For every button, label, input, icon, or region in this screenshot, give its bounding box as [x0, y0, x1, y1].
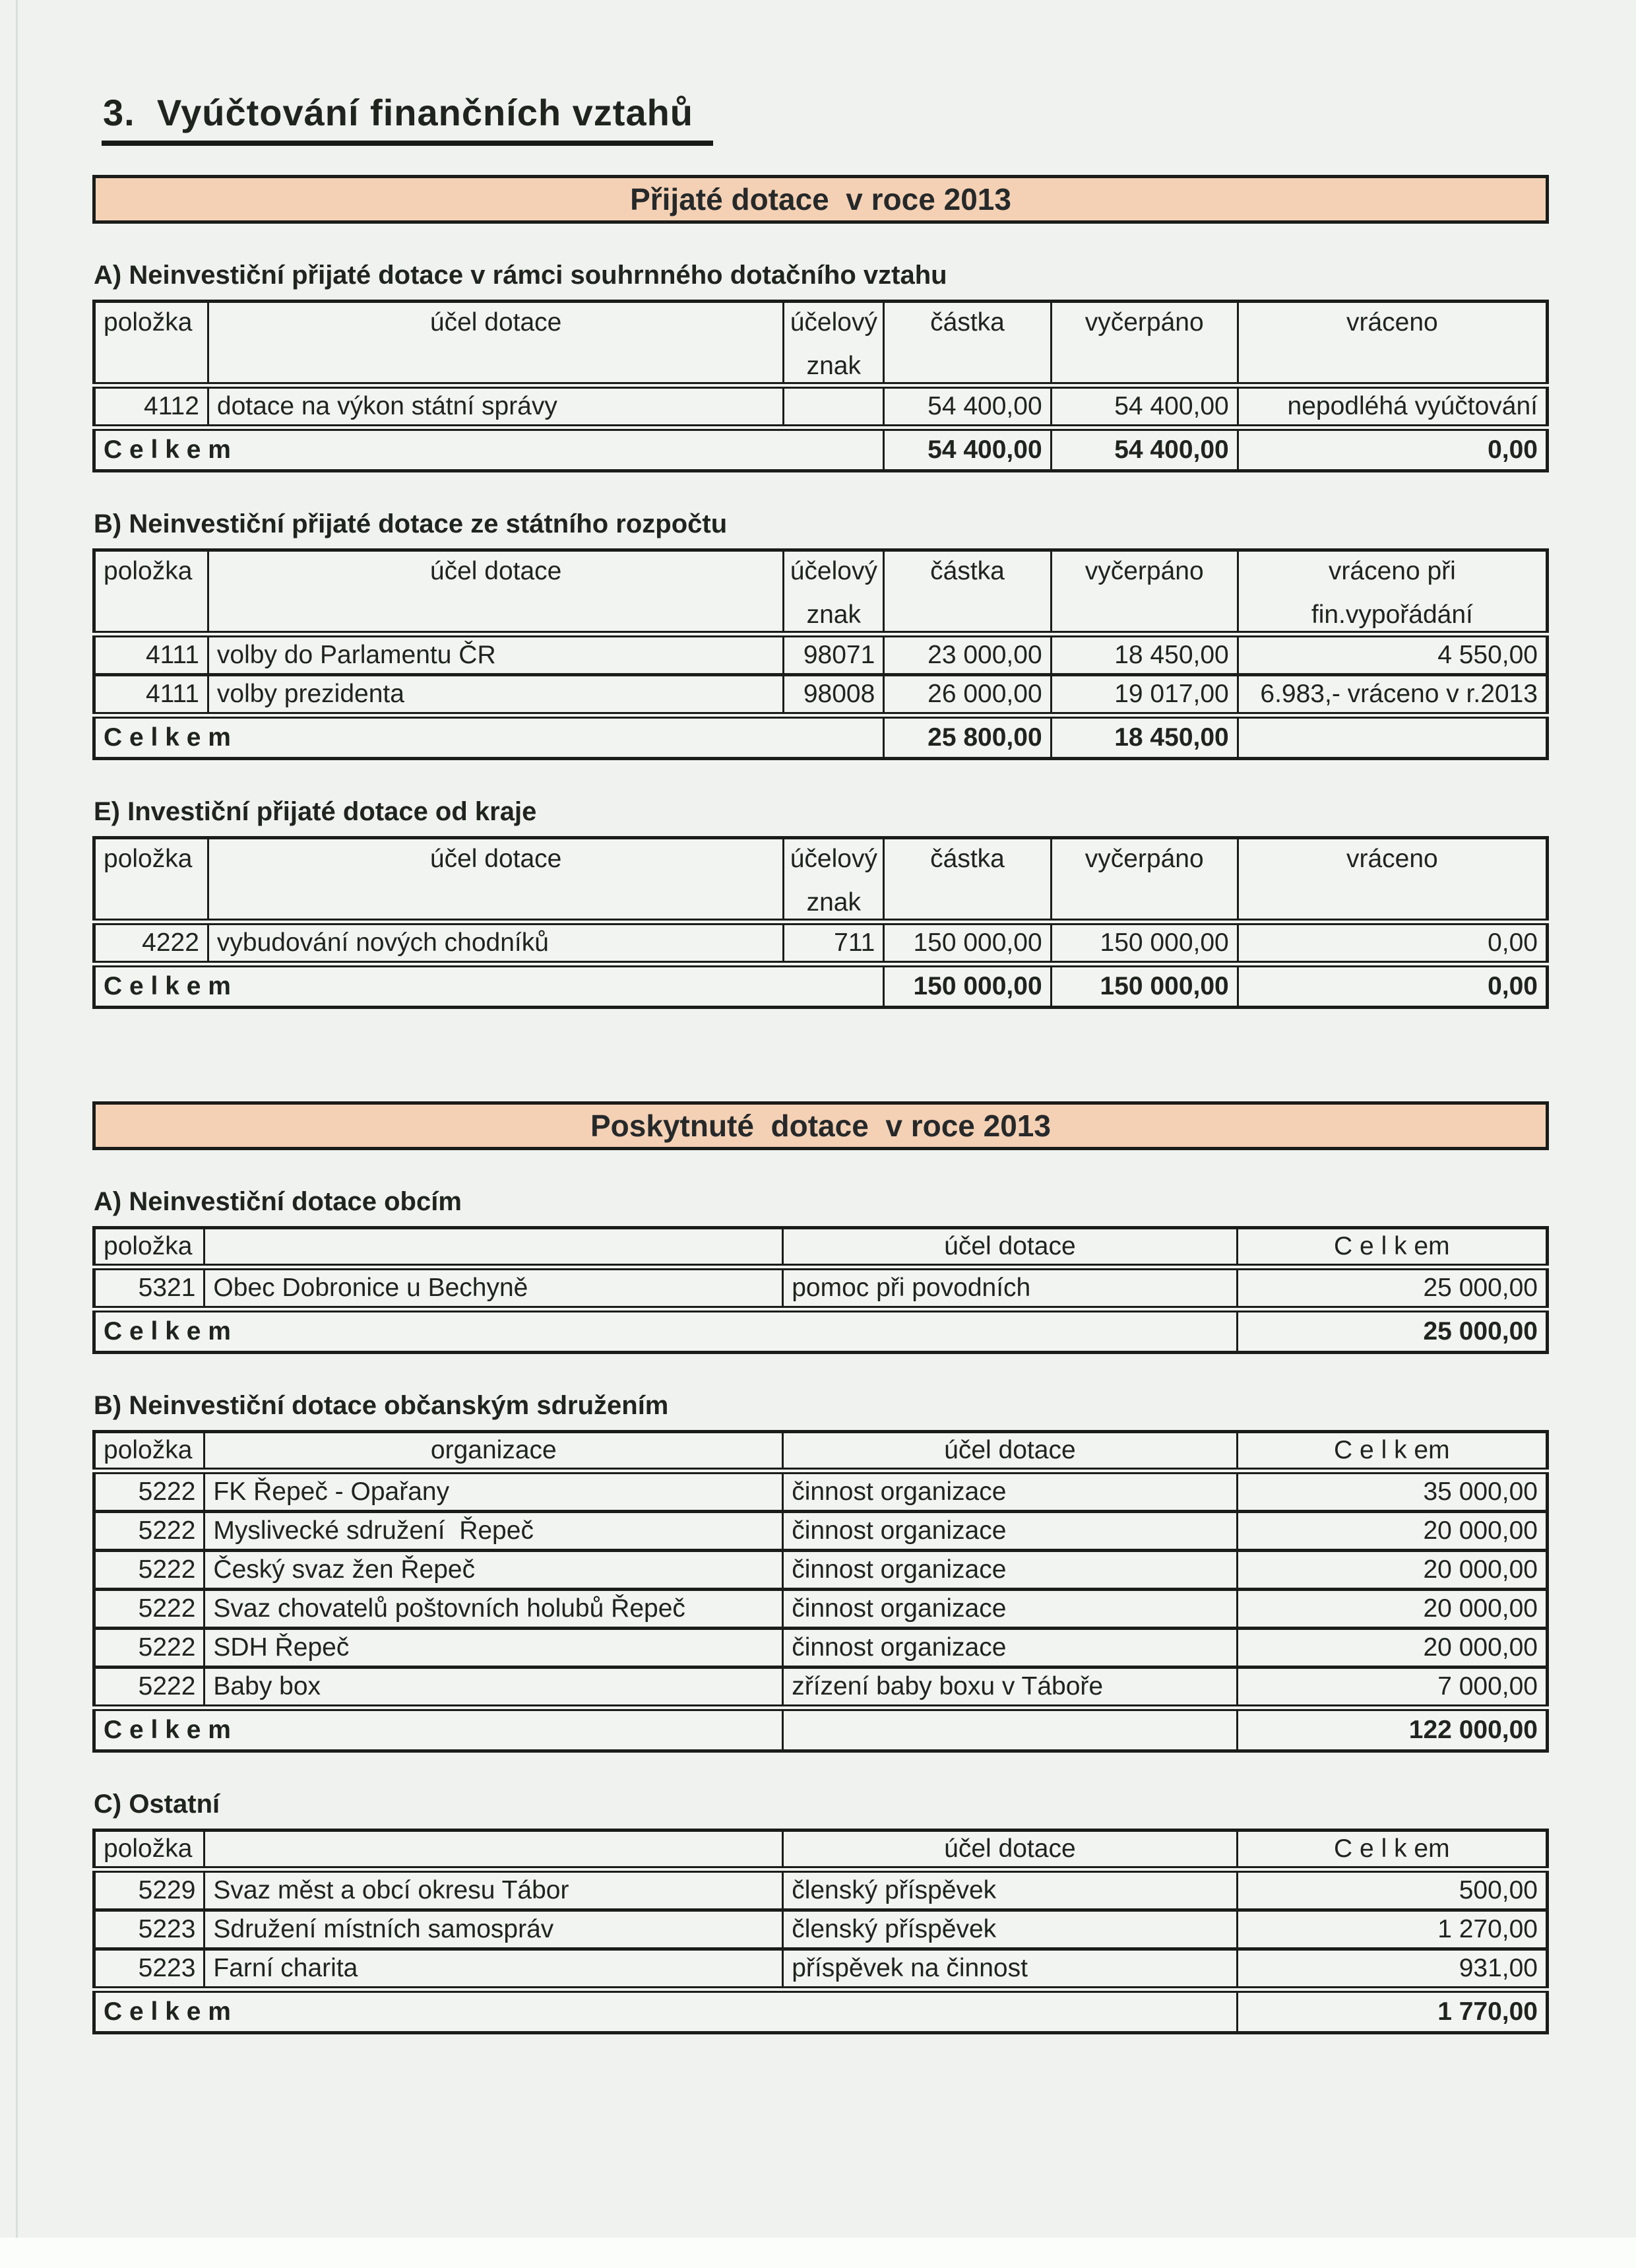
page-title: 3. Vyúčtování finančních vztahů	[102, 91, 713, 146]
col-header-znak-line1: účelový	[790, 845, 877, 873]
col-header-vraceno-line1: vráceno při	[1328, 557, 1456, 585]
banner-provided: Poskytnuté dotace v roce 2013	[92, 1101, 1549, 1150]
col-header-org	[204, 1228, 783, 1268]
cell-celkem: 931,00	[1237, 1949, 1547, 1990]
total-row	[94, 1708, 1548, 1751]
col-header-polozka: položka	[94, 302, 208, 386]
col-header-polozka: položka	[94, 1228, 204, 1268]
cell-polozka: 4112	[94, 385, 208, 428]
cell-polozka: 5222	[94, 1471, 204, 1512]
col-header-vraceno	[1238, 302, 1547, 386]
cell-znak: 98008	[784, 675, 884, 716]
total-vraceno	[1238, 715, 1547, 759]
cell-org: Farní charita	[204, 1949, 783, 1990]
cell-org: Český svaz žen Řepeč	[204, 1551, 783, 1590]
col-header-ucel: účel dotace	[208, 838, 783, 923]
col-header-polozka: položka	[94, 1831, 204, 1870]
cell-org: FK Řepeč - Opařany	[204, 1471, 783, 1512]
cell-ucel: členský příspěvek	[783, 1869, 1237, 1910]
cell-polozka: 5222	[94, 1590, 204, 1629]
cell-castka: 23 000,00	[884, 634, 1051, 675]
cell-celkem: 1 270,00	[1237, 1910, 1547, 1949]
total-label: C e l k e m	[94, 1990, 1238, 2033]
cell-celkem: 20 000,00	[1237, 1629, 1547, 1668]
total-castka: 150 000,00	[884, 964, 1051, 1008]
cell-polozka: 4111	[94, 634, 208, 675]
cell-znak: 98071	[784, 634, 884, 675]
table-row	[94, 1629, 1548, 1668]
cell-vycerpano: 54 400,00	[1051, 385, 1238, 428]
table-row	[94, 385, 1548, 428]
cell-vraceno: 0,00	[1238, 922, 1547, 964]
scan-bottom-artifact	[0, 2238, 1636, 2268]
col-header-castka: částka	[884, 550, 1051, 635]
cell-org: Obec Dobronice u Bechyně	[204, 1267, 783, 1309]
col-header-castka: částka	[884, 838, 1051, 923]
table-row	[94, 1551, 1548, 1590]
section-heading-received-e: E) Investiční přijaté dotace od kraje	[94, 797, 537, 826]
cell-celkem: 7 000,00	[1237, 1668, 1547, 1708]
cell-castka: 26 000,00	[884, 675, 1051, 716]
cell-castka: 150 000,00	[884, 922, 1051, 964]
cell-ucel: členský příspěvek	[783, 1910, 1237, 1949]
cell-polozka: 5222	[94, 1551, 204, 1590]
col-header-vraceno-line2: fin.vypořádání	[1311, 600, 1473, 629]
total-vycerpano: 150 000,00	[1051, 964, 1238, 1008]
col-header-org	[204, 1831, 783, 1870]
total-celkem: 25 000,00	[1237, 1309, 1547, 1353]
cell-ucel: činnost organizace	[783, 1551, 1237, 1590]
total-vraceno: 0,00	[1238, 964, 1547, 1008]
cell-org: Sdružení místních samospráv	[204, 1910, 783, 1949]
cell-vycerpano: 18 450,00	[1051, 634, 1238, 675]
table-row	[94, 1267, 1548, 1309]
col-header-vraceno-line1: vráceno	[1346, 308, 1438, 337]
cell-castka: 54 400,00	[884, 385, 1051, 428]
header-row	[94, 1432, 1548, 1472]
total-label: C e l k e m	[94, 964, 884, 1008]
header-row	[94, 1831, 1548, 1870]
cell-celkem: 20 000,00	[1237, 1512, 1547, 1551]
cell-znak: 711	[784, 922, 884, 964]
cell-ucel: činnost organizace	[783, 1590, 1237, 1629]
total-label: C e l k e m	[94, 715, 884, 759]
cell-polozka: 5229	[94, 1869, 204, 1910]
col-header-znak-line2: znak	[806, 600, 861, 629]
header-row	[94, 1228, 1548, 1268]
received-table-a	[92, 300, 1549, 472]
table-row	[94, 675, 1548, 716]
cell-polozka: 5321	[94, 1267, 204, 1309]
table-row	[94, 1471, 1548, 1512]
total-row	[94, 964, 1548, 1008]
col-header-znak-line1: účelový	[790, 557, 877, 585]
col-header-vraceno	[1238, 838, 1547, 923]
col-header-znak-line1: účelový	[790, 308, 877, 337]
col-header-znak-line2: znak	[806, 888, 861, 917]
cell-ucel: činnost organizace	[783, 1471, 1237, 1512]
banner-received: Přijaté dotace v roce 2013	[92, 175, 1549, 224]
header-row	[94, 302, 1548, 386]
cell-vycerpano: 19 017,00	[1051, 675, 1238, 716]
total-row	[94, 715, 1548, 759]
cell-ucel: dotace na výkon státní správy	[208, 385, 783, 428]
table-row	[94, 1869, 1548, 1910]
total-label: C e l k e m	[94, 1708, 783, 1751]
cell-ucel: zřízení baby boxu v Táboře	[783, 1668, 1237, 1708]
total-vycerpano: 54 400,00	[1051, 428, 1238, 471]
col-header-castka: částka	[884, 302, 1051, 386]
table-row	[94, 634, 1548, 675]
cell-celkem: 35 000,00	[1237, 1471, 1547, 1512]
cell-org: Myslivecké sdružení Řepeč	[204, 1512, 783, 1551]
cell-ucel: volby prezidenta	[208, 675, 783, 716]
cell-ucel: příspěvek na činnost	[783, 1949, 1237, 1990]
total-castka: 54 400,00	[884, 428, 1051, 471]
section-heading-provided-a: A) Neinvestiční dotace obcím	[94, 1187, 462, 1216]
cell-org: Baby box	[204, 1668, 783, 1708]
total-row	[94, 1309, 1548, 1353]
col-header-znak	[784, 838, 884, 923]
cell-celkem: 20 000,00	[1237, 1590, 1547, 1629]
cell-org: Svaz chovatelů poštovních holubů Řepeč	[204, 1590, 783, 1629]
table-row	[94, 1668, 1548, 1708]
cell-org: SDH Řepeč	[204, 1629, 783, 1668]
total-row	[94, 428, 1548, 471]
provided-table-b	[92, 1430, 1549, 1753]
col-header-vycerpano: vyčerpáno	[1051, 838, 1238, 923]
total-celkem: 1 770,00	[1237, 1990, 1547, 2033]
received-table-b	[92, 548, 1549, 760]
cell-polozka: 5222	[94, 1668, 204, 1708]
col-header-znak-line2: znak	[806, 352, 861, 380]
total-vraceno: 0,00	[1238, 428, 1547, 471]
cell-polozka: 5223	[94, 1910, 204, 1949]
col-header-org: organizace	[204, 1432, 783, 1472]
cell-polozka: 5223	[94, 1949, 204, 1990]
total-castka: 25 800,00	[884, 715, 1051, 759]
col-header-znak	[784, 302, 884, 386]
cell-org: Svaz měst a obcí okresu Tábor	[204, 1869, 783, 1910]
provided-table-a	[92, 1226, 1549, 1354]
total-vycerpano: 18 450,00	[1051, 715, 1238, 759]
section-heading-received-b: B) Neinvestiční přijaté dotace ze státního rozpočtu	[94, 509, 728, 538]
cell-ucel: činnost organizace	[783, 1629, 1237, 1668]
col-header-ucel: účel dotace	[208, 302, 783, 386]
col-header-polozka: položka	[94, 550, 208, 635]
col-header-ucel: účel dotace	[783, 1831, 1237, 1870]
table-row	[94, 922, 1548, 964]
header-row	[94, 838, 1548, 923]
cell-ucel: volby do Parlamentu ČR	[208, 634, 783, 675]
cell-celkem: 25 000,00	[1237, 1267, 1547, 1309]
col-header-ucel: účel dotace	[783, 1228, 1237, 1268]
total-empty-cell	[783, 1708, 1237, 1751]
col-header-ucel: účel dotace	[783, 1432, 1237, 1472]
cell-celkem: 500,00	[1237, 1869, 1547, 1910]
cell-celkem: 20 000,00	[1237, 1551, 1547, 1590]
col-header-polozka: položka	[94, 838, 208, 923]
section-heading-provided-b: B) Neinvestiční dotace občanským sdružením	[94, 1391, 669, 1420]
cell-vraceno: 4 550,00	[1238, 634, 1547, 675]
cell-polozka: 4222	[94, 922, 208, 964]
col-header-ucel: účel dotace	[208, 550, 783, 635]
cell-ucel: činnost organizace	[783, 1512, 1237, 1551]
table-row	[94, 1512, 1548, 1551]
table-row	[94, 1910, 1548, 1949]
col-header-vraceno	[1238, 550, 1547, 635]
table-row	[94, 1590, 1548, 1629]
total-label: C e l k e m	[94, 1309, 1238, 1353]
col-header-polozka: položka	[94, 1432, 204, 1472]
cell-polozka: 5222	[94, 1629, 204, 1668]
col-header-celkem: C e l k em	[1237, 1432, 1547, 1472]
total-row	[94, 1990, 1548, 2033]
cell-znak	[784, 385, 884, 428]
cell-polozka: 4111	[94, 675, 208, 716]
cell-vraceno: nepodléhá vyúčtování	[1238, 385, 1547, 428]
table-row	[94, 1949, 1548, 1990]
total-celkem: 122 000,00	[1237, 1708, 1547, 1751]
cell-ucel: pomoc při povodních	[783, 1267, 1237, 1309]
col-header-vycerpano: vyčerpáno	[1051, 302, 1238, 386]
section-heading-received-a: A) Neinvestiční přijaté dotace v rámci souhrnného dotačního vztahu	[94, 261, 947, 290]
cell-ucel: vybudování nových chodníků	[208, 922, 783, 964]
cell-vraceno: 6.983,- vráceno v r.2013	[1238, 675, 1547, 716]
header-row	[94, 550, 1548, 635]
received-table-e	[92, 836, 1549, 1009]
total-label: C e l k e m	[94, 428, 884, 471]
section-heading-provided-c: C) Ostatní	[94, 1790, 220, 1819]
col-header-celkem: C e l k em	[1237, 1228, 1547, 1268]
provided-table-c	[92, 1829, 1549, 2034]
col-header-celkem: C e l k em	[1237, 1831, 1547, 1870]
cell-vycerpano: 150 000,00	[1051, 922, 1238, 964]
col-header-vraceno-line1: vráceno	[1346, 845, 1438, 873]
cell-polozka: 5222	[94, 1512, 204, 1551]
col-header-znak	[784, 550, 884, 635]
col-header-vycerpano: vyčerpáno	[1051, 550, 1238, 635]
